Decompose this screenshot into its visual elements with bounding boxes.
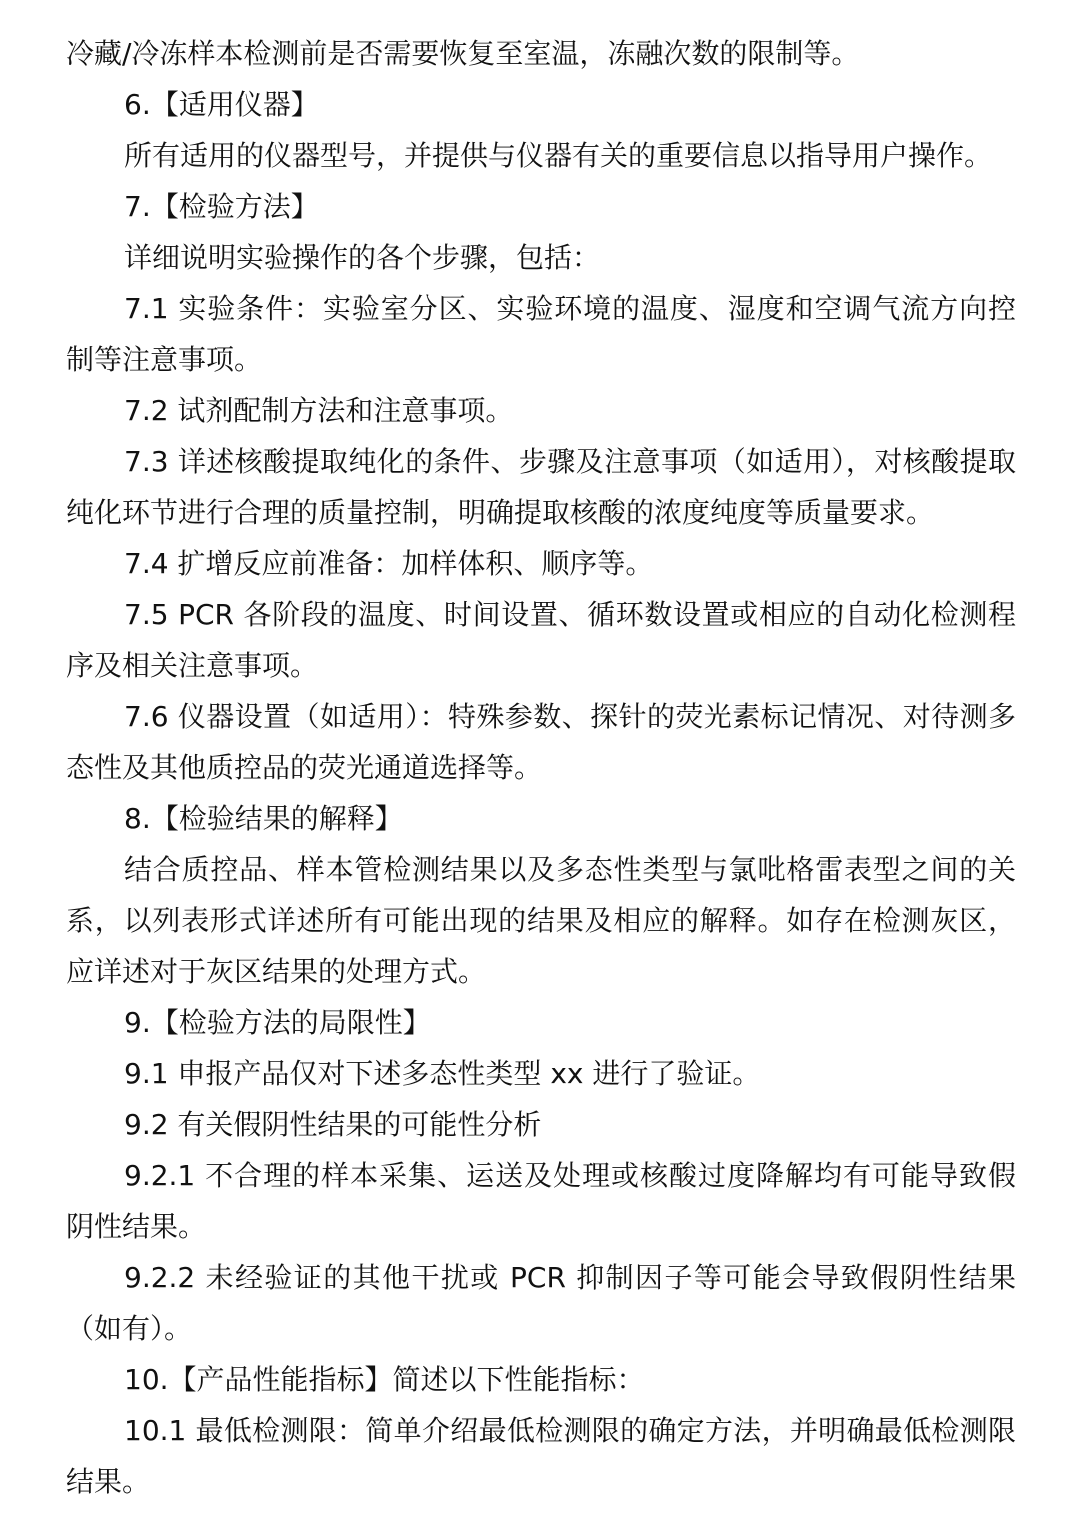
document-body — [66, 28, 1016, 1507]
section-heading-test-method: 7.【检验方法】 — [124, 190, 319, 223]
section-heading-result-interpretation: 8.【检验结果的解释】 — [124, 802, 403, 835]
paragraph-9-2-1: 9.2.1 不合理的样本采集、运送及处理或核酸过度降解均有可能导致假阴性结果。 — [66, 1159, 1016, 1243]
paragraph-test-method-intro: 详细说明实验操作的各个步骤，包括： — [124, 241, 601, 274]
paragraph-7-5: 7.5 PCR 各阶段的温度、时间设置、循环数设置或相应的自动化检测程序及相关注意事项。 — [66, 598, 1016, 682]
paragraph-9-2-2: 9.2.2 未经验证的其他干扰或 PCR 抑制因子等可能会导致假阴性结果（如有）。 — [66, 1261, 1016, 1345]
paragraph-storage-thaw: 冷藏/冷冻样本检测前是否需要恢复至室温，冻融次数的限制等。 — [66, 37, 860, 70]
section-heading-instruments: 6.【适用仪器】 — [124, 88, 319, 121]
paragraph-7-1: 7.1 实验条件：实验室分区、实验环境的温度、湿度和空调气流方向控制等注意事项。 — [66, 292, 1016, 376]
paragraph-9-1: 9.1 申报产品仅对下述多态性类型 xx 进行了验证。 — [124, 1057, 761, 1090]
section-heading-performance: 10.【产品性能指标】简述以下性能指标： — [124, 1363, 645, 1396]
paragraph-9-2: 9.2 有关假阴性结果的可能性分析 — [124, 1108, 542, 1141]
paragraph-result-interpretation: 结合质控品、样本管检测结果以及多态性类型与氯吡格雷表型之间的关系，以列表形式详述所有可能出现的结果及相应的解释。如存在检测灰区，应详述对于灰区结果的处理方式。 — [66, 853, 1016, 988]
paragraph-instruments: 所有适用的仪器型号，并提供与仪器有关的重要信息以指导用户操作。 — [124, 139, 993, 172]
section-heading-limitations: 9.【检验方法的局限性】 — [124, 1006, 431, 1039]
paragraph-10-1: 10.1 最低检测限：简单介绍最低检测限的确定方法，并明确最低检测限结果。 — [66, 1414, 1016, 1498]
paragraph-7-4: 7.4 扩增反应前准备：加样体积、顺序等。 — [124, 547, 654, 580]
paragraph-7-6: 7.6 仪器设置（如适用）：特殊参数、探针的荧光素标记情况、对待测多态性及其他质控品的荧光通道选择等。 — [66, 700, 1016, 784]
paragraph-7-3: 7.3 详述核酸提取纯化的条件、步骤及注意事项（如适用），对核酸提取纯化环节进行合理的质量控制，明确提取核酸的浓度纯度等质量要求。 — [66, 445, 1016, 529]
paragraph-7-2: 7.2 试剂配制方法和注意事项。 — [124, 394, 514, 427]
